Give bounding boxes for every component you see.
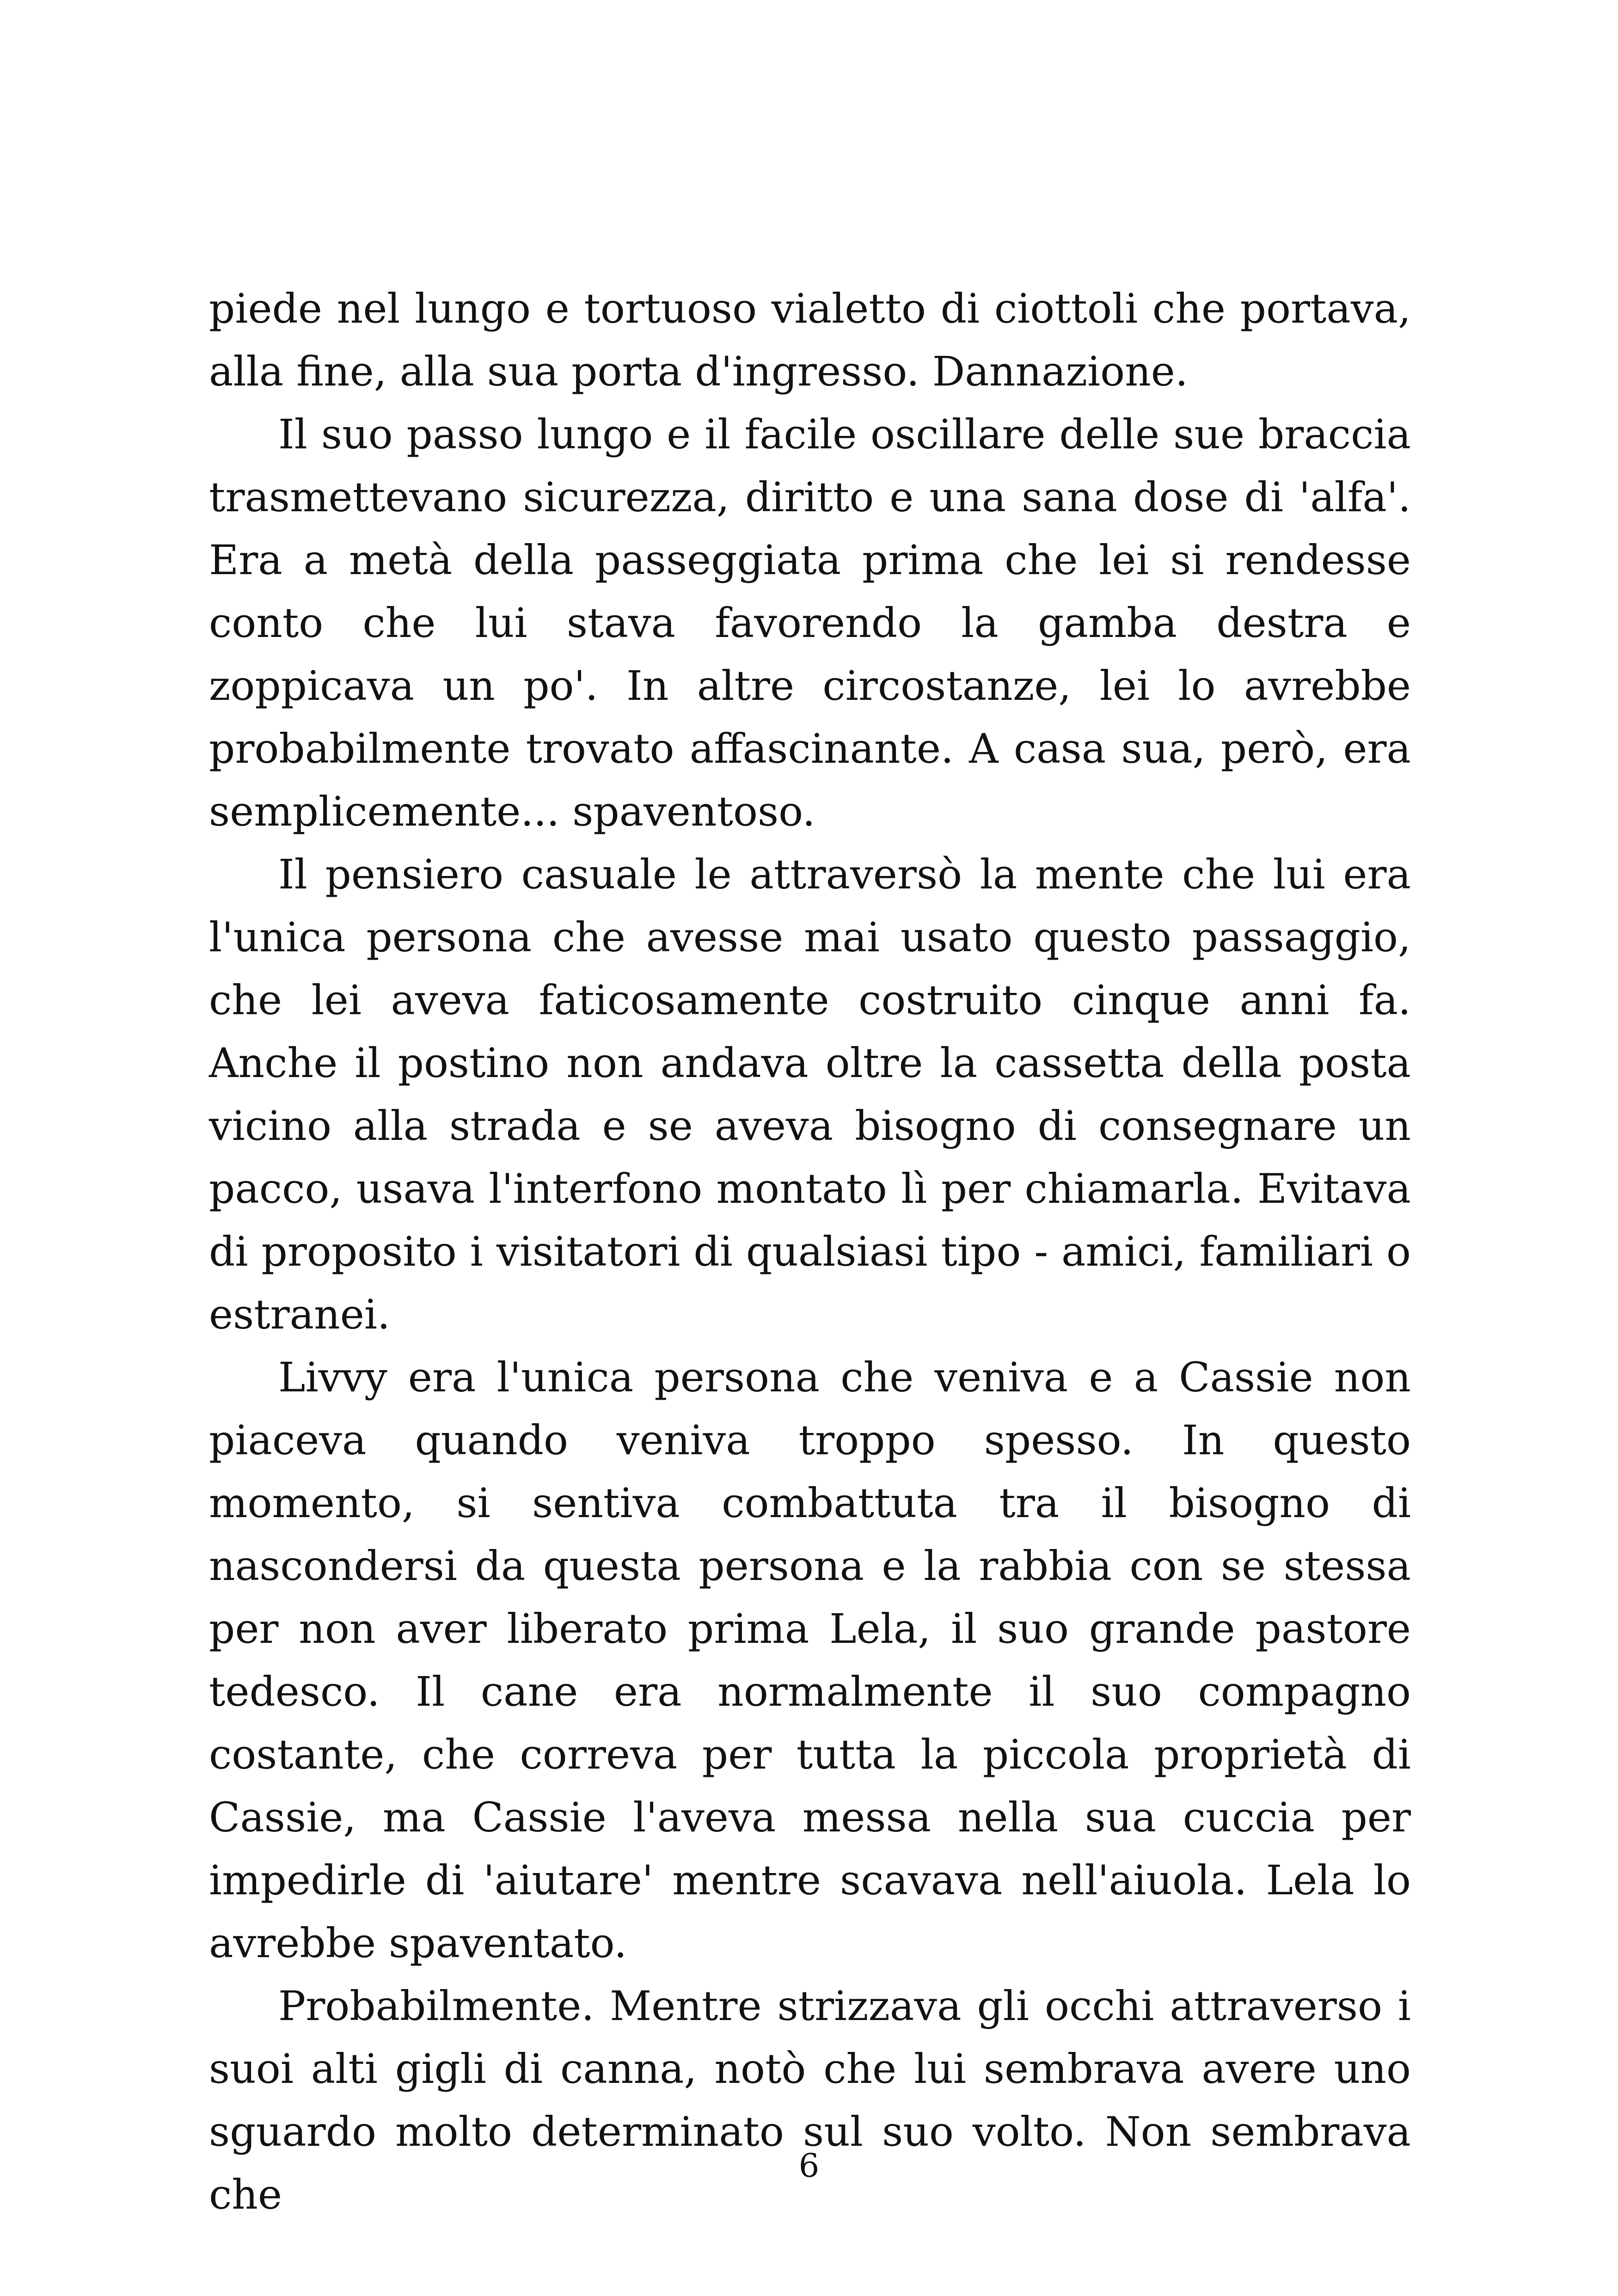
page-number: 6 [798, 2147, 820, 2185]
paragraph: Il suo passo lungo e il facile oscillare delle sue braccia trasmettevano sicurezza, diritto e una sana dose di 'alfa'. Era a metà della passeggiata prima che lei si rendesse conto che lui stava favorendo la gamba destra e zoppicava un po'. In altre circostanze, lei lo avrebbe probabilmente trovato affascinante. A casa sua, però, era semplicemente... spaventoso. [209, 410, 1411, 835]
paragraph: Probabilmente. Mentre strizzava gli occhi attraverso i suoi alti gigli di canna, notò che lui sembrava avere uno sguardo molto determinato sul suo volto. Non sembrava che [209, 1982, 1411, 2218]
paragraph: Livvy era l'unica persona che veniva e a Cassie non piaceva quando veniva troppo spesso. In questo momento, si sentiva combattuta tra il bisogno di nascondersi da questa persona e la rabbia con se stessa per non aver liberato prima Lela, il suo grande pastore tedesco. Il cane era normalmente il suo compagno costante, che correva per tutta la piccola proprietà di Cassie, ma Cassie l'aveva messa nella sua cuccia per impedirle di 'aiutare' mentre scavava nell'aiuola. Lela lo avrebbe spaventato. [209, 1353, 1411, 1967]
paragraph: Il pensiero casuale le attraversò la mente che lui era l'unica persona che avesse mai usato questo passaggio, che lei aveva faticosamente costruito cinque anni fa. Anche il postino non andava oltre la cassetta della posta vicino alla strada e se aveva bisogno di consegnare un pacco, usava l'interfono montato lì per chiamarla. Evitava di proposito i visitatori di qualsiasi tipo - amici, familiari o estranei. [209, 851, 1411, 1338]
paragraph: piede nel lungo e tortuoso vialetto di ciottoli che portava, alla fine, alla sua porta d'ingresso. Dannazione. [209, 285, 1411, 395]
body-text [209, 277, 1411, 2226]
